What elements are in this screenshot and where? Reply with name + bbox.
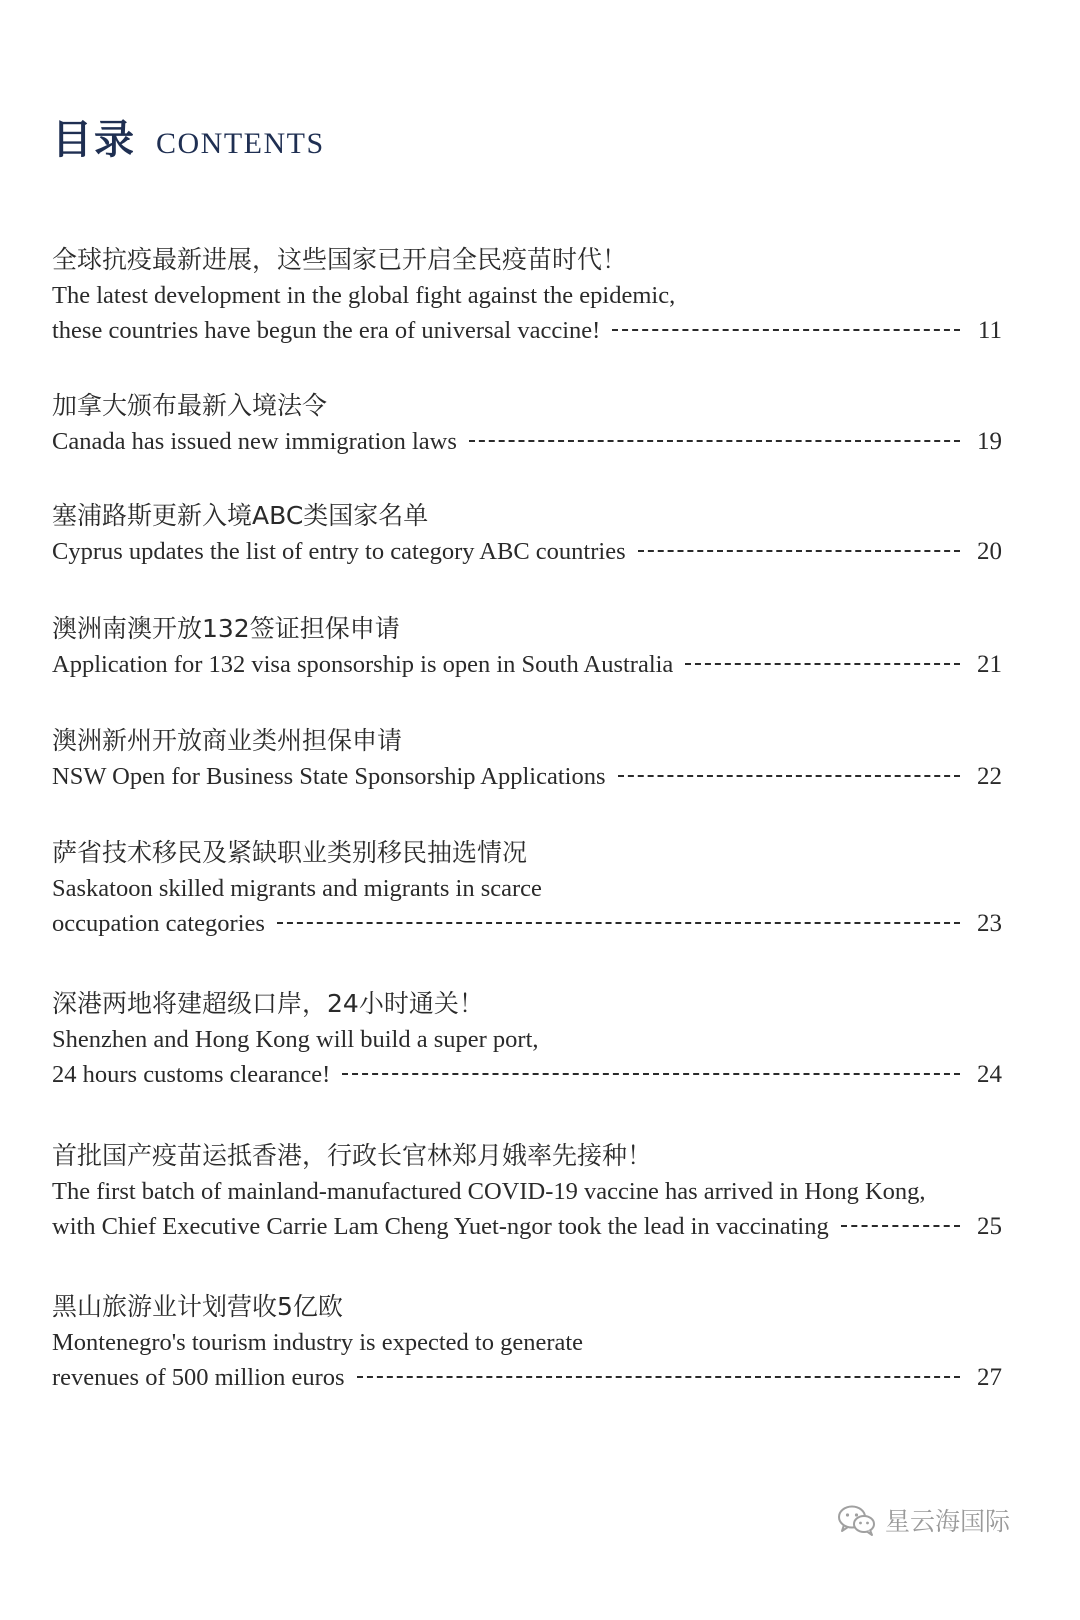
page-number: 27 bbox=[977, 1364, 1002, 1391]
entry-title-chinese: 萨省技术移民及紧缺职业类别移民抽选情况 bbox=[52, 838, 528, 867]
entry-last-line bbox=[52, 534, 1002, 569]
dotted-leader bbox=[638, 550, 960, 552]
toc-entry[interactable] bbox=[52, 1138, 1002, 1244]
toc-entry[interactable] bbox=[52, 498, 1002, 569]
entry-title-chinese: 深港两地将建超级口岸，24小时通关！ bbox=[52, 989, 484, 1018]
dotted-leader bbox=[357, 1376, 960, 1378]
entry-title-english-last: revenues of 500 million euros bbox=[52, 1364, 345, 1391]
title-english: CONTENTS bbox=[156, 127, 325, 160]
entry-title-english-last: Cyprus updates the list of entry to category ABC countries bbox=[52, 538, 626, 565]
entry-last-line bbox=[52, 1209, 1002, 1244]
watermark bbox=[837, 1502, 1010, 1538]
page-number: 25 bbox=[977, 1213, 1002, 1240]
entry-title-chinese: 澳洲南澳开放132签证担保申请 bbox=[52, 614, 400, 643]
dotted-leader bbox=[469, 440, 960, 442]
entry-last-line bbox=[52, 759, 1002, 794]
watermark-text: 星云海国际 bbox=[884, 1507, 1010, 1536]
entry-title-chinese: 澳洲新州开放商业类州担保申请 bbox=[52, 726, 403, 755]
entry-last-line bbox=[52, 647, 1002, 682]
dotted-leader bbox=[342, 1073, 960, 1075]
entry-title-chinese: 塞浦路斯更新入境ABC类国家名单 bbox=[52, 501, 429, 530]
entry-title-english-last: these countries have begun the era of universal vaccine! bbox=[52, 317, 601, 344]
dotted-leader bbox=[618, 775, 960, 777]
page-number: 23 bbox=[977, 910, 1002, 937]
entry-title-chinese: 首批国产疫苗运抵香港，行政长官林郑月娥率先接种！ bbox=[52, 1141, 653, 1170]
entry-last-line bbox=[52, 906, 1002, 941]
entry-title-chinese: 全球抗疫最新进展，这些国家已开启全民疫苗时代！ bbox=[52, 245, 628, 274]
dotted-leader bbox=[277, 922, 960, 924]
toc-entry[interactable] bbox=[52, 1289, 1002, 1395]
toc-entry[interactable] bbox=[52, 986, 1002, 1092]
entry-title-english-line: Montenegro's tourism industry is expected to generate bbox=[52, 1329, 584, 1356]
page-number: 21 bbox=[977, 651, 1002, 678]
entry-title-english-line: Shenzhen and Hong Kong will build a super port, bbox=[52, 1026, 539, 1053]
page-number: 20 bbox=[977, 538, 1002, 565]
entry-title-chinese: 黑山旅游业计划营收5亿欧 bbox=[52, 1292, 343, 1321]
page-number: 22 bbox=[977, 763, 1002, 790]
entry-title-english-last: with Chief Executive Carrie Lam Cheng Yuet-ngor took the lead in vaccinating bbox=[52, 1213, 829, 1240]
entry-title-english-line: The first batch of mainland-manufactured COVID-19 vaccine has arrived in Hong Kong, bbox=[52, 1178, 926, 1205]
entry-title-english-last: NSW Open for Business State Sponsorship Applications bbox=[52, 763, 606, 790]
toc-entry[interactable] bbox=[52, 723, 1002, 794]
toc-entry[interactable] bbox=[52, 242, 1002, 348]
page-number: 19 bbox=[977, 428, 1002, 455]
entry-last-line bbox=[52, 1057, 1002, 1092]
toc-entry[interactable] bbox=[52, 835, 1002, 941]
page-number: 11 bbox=[977, 317, 1002, 344]
entry-last-line bbox=[52, 424, 1002, 459]
toc-entry[interactable] bbox=[52, 611, 1002, 682]
toc-entry[interactable] bbox=[52, 388, 1002, 459]
entry-title-english-line: Saskatoon skilled migrants and migrants in scarce bbox=[52, 875, 542, 902]
page-number: 24 bbox=[977, 1061, 1002, 1088]
entry-title-english-last: 24 hours customs clearance! bbox=[52, 1061, 331, 1088]
entry-title-english-line: The latest development in the global fight against the epidemic, bbox=[52, 282, 676, 309]
dotted-leader bbox=[685, 663, 960, 665]
title-chinese: 目录 bbox=[52, 117, 136, 163]
dotted-leader bbox=[612, 329, 960, 331]
entry-title-english-last: occupation categories bbox=[52, 910, 265, 937]
page-title bbox=[52, 108, 325, 165]
entry-title-english-last: Canada has issued new immigration laws bbox=[52, 428, 457, 455]
dotted-leader bbox=[841, 1225, 960, 1227]
entry-last-line bbox=[52, 1360, 1002, 1395]
entry-last-line bbox=[52, 313, 1002, 348]
wechat-icon bbox=[837, 1503, 877, 1537]
entry-title-chinese: 加拿大颁布最新入境法令 bbox=[52, 391, 328, 420]
entry-title-english-last: Application for 132 visa sponsorship is open in South Australia bbox=[52, 651, 674, 678]
